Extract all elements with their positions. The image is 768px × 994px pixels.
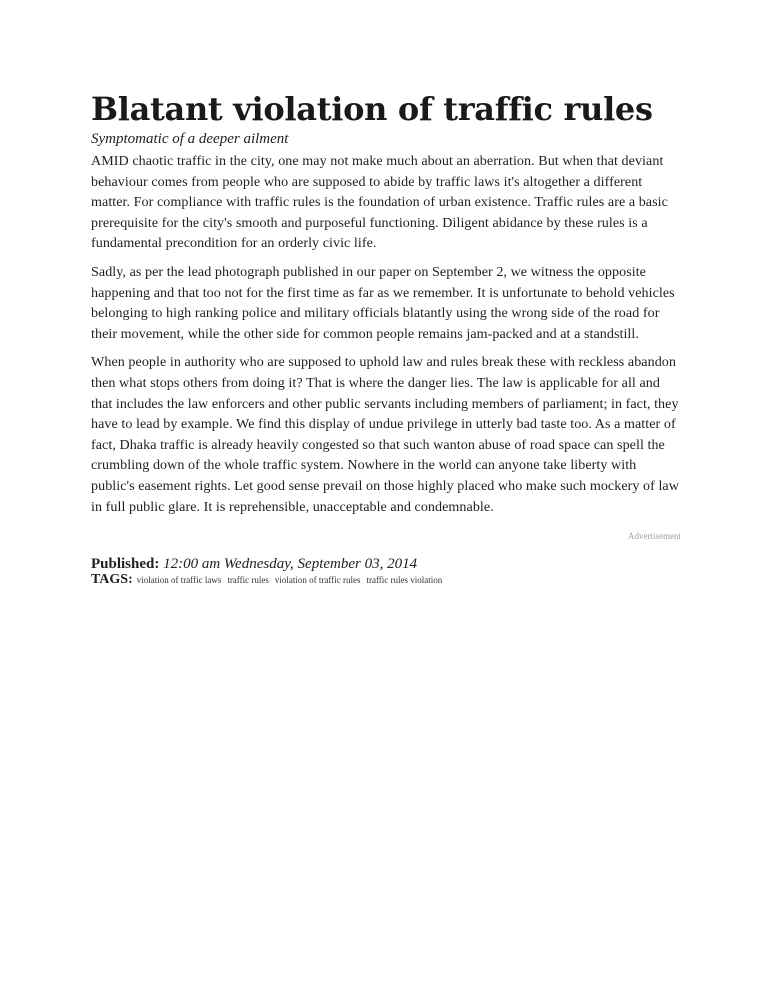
published-label: Published: <box>91 556 160 573</box>
article <box>91 88 681 588</box>
published-date: 12:00 am Wednesday, September 03, 2014 <box>163 556 418 573</box>
tags-line <box>91 571 681 588</box>
article-headline: Blatant violation of traffic rules <box>91 90 653 128</box>
tag-link[interactable]: traffic rules <box>227 575 269 586</box>
advertisement-label: Advertisement <box>628 531 681 542</box>
tags-label: TAGS: <box>91 572 133 588</box>
article-paragraph: Sadly, as per the lead photograph published in our paper on September 2, we witness the opposite happening and that too not for the first time as far as we remember. It is unfortunate to behold vehicles belonging to high ranking police and military officials blatantly using the wrong side of the road for their movement, while the other side for common people remains jam-packed and at a standstill. <box>91 263 675 342</box>
tag-link[interactable]: violation of traffic rules <box>274 575 361 586</box>
article-paragraph: AMID chaotic traffic in the city, one may not make much about an aberration. But when that deviant behaviour comes from people who are supposed to abide by traffic laws it's altogether a different matter. For compliance with traffic rules is the foundation of urban existence. Traffic rules are a basic prerequisite for the city's smooth and purposeful functioning. Diligent abidance by these rules is a fundamental precondition for an orderly civic life. <box>91 153 668 252</box>
article-meta <box>91 555 681 588</box>
article-subhead: Symptomatic of a deeper ailment <box>91 131 289 147</box>
tag-link[interactable]: traffic rules violation <box>366 575 443 586</box>
tag-link[interactable]: violation of traffic laws <box>136 575 222 586</box>
article-paragraph: When people in authority who are supposed to uphold law and rules break these with reckless abandon then what stops others from doing it? That is where the danger lies. The law is applicable for all and that includes the law enforcers and other public servants including members of parliament; in fact, they have to lead by example. We find this display of undue privilege in utterly bad taste too. As a matter of fact, Dhaka traffic is already heavily congested so that such wanton abuse of road space can spell the crumbling down of the whole traffic system. Nowhere in the world can anyone take liberty with public's easement rights. Let good sense prevail on those highly placed who make such mockery of law in full public glare. It is reprehensible, unacceptable and condemnable. <box>91 354 679 515</box>
